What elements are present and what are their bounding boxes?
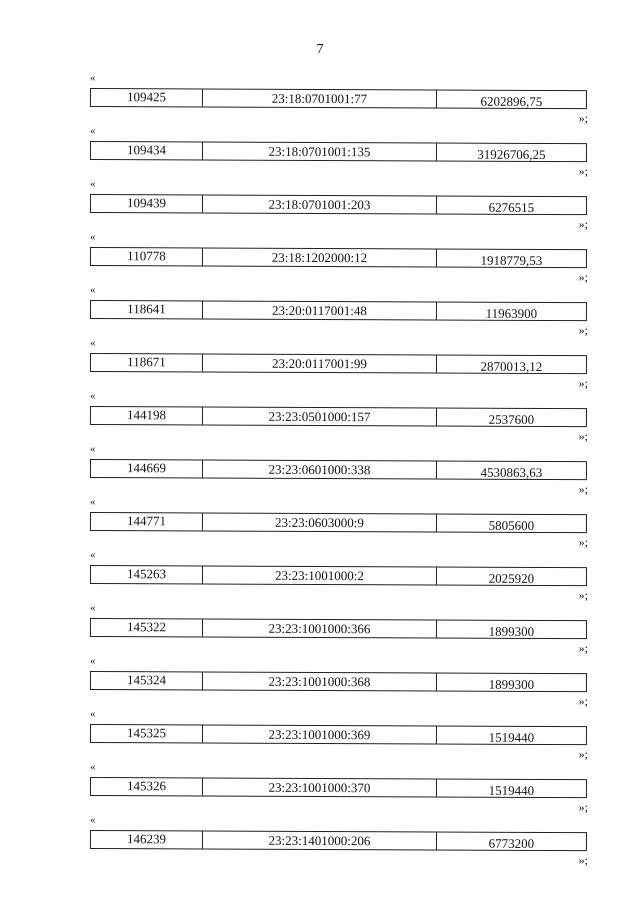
cell-id: 145263 xyxy=(91,566,203,583)
table-row xyxy=(90,671,587,692)
opening-quote: « xyxy=(90,496,96,508)
cell-value: 1519440 xyxy=(488,729,535,745)
cell-value: 1899300 xyxy=(488,676,535,692)
cell-id: 109425 xyxy=(91,89,203,106)
cell-id: 145322 xyxy=(91,619,203,636)
cell-value: 2537600 xyxy=(488,411,535,427)
cell-cadastral-number: 23:18:1202000:12 xyxy=(203,248,437,266)
opening-quote: « xyxy=(90,761,96,773)
cell-id: 145326 xyxy=(91,778,203,795)
list-item xyxy=(0,125,640,178)
table-row xyxy=(90,353,587,374)
list-item xyxy=(0,178,640,231)
opening-quote: « xyxy=(90,72,96,84)
cell-cadastral-number: 23:20:0117001:99 xyxy=(203,354,437,372)
opening-quote: « xyxy=(90,443,96,455)
closing-quote: »; xyxy=(578,164,588,178)
table-row xyxy=(90,777,587,798)
closing-quote: »; xyxy=(578,217,588,231)
table-row xyxy=(90,459,587,480)
list-item xyxy=(0,761,640,814)
closing-quote: »; xyxy=(578,482,588,496)
table-row xyxy=(90,565,587,586)
cell-cadastral-number: 23:23:1001000:368 xyxy=(203,672,437,690)
cell-id: 145324 xyxy=(91,672,203,689)
closing-quote: »; xyxy=(578,641,588,655)
cell-id: 144198 xyxy=(91,407,203,424)
cell-id: 145325 xyxy=(91,725,203,742)
cell-cadastral-number: 23:23:1001000:366 xyxy=(203,619,437,637)
list-item xyxy=(0,337,640,390)
cell-cadastral-number: 23:23:0501000:157 xyxy=(203,407,437,425)
opening-quote: « xyxy=(90,655,96,667)
cell-id: 109434 xyxy=(91,142,203,159)
cell-cadastral-number: 23:18:0701001:203 xyxy=(203,195,437,213)
closing-quote: »; xyxy=(578,747,588,761)
cell-value: 6276515 xyxy=(488,199,535,215)
table-row xyxy=(90,194,587,215)
closing-quote: »; xyxy=(578,588,588,602)
opening-quote: « xyxy=(90,708,96,720)
closing-quote: »; xyxy=(578,853,588,867)
table-row xyxy=(90,724,587,745)
list-item xyxy=(0,496,640,549)
list-item xyxy=(0,549,640,602)
list-item xyxy=(0,390,640,443)
cell-id: 118671 xyxy=(91,354,203,371)
cell-id: 118641 xyxy=(91,301,203,318)
list-item xyxy=(0,814,640,867)
cell-value: 11963900 xyxy=(485,305,538,321)
cell-id: 110778 xyxy=(91,248,203,265)
cell-id: 146239 xyxy=(91,831,203,848)
closing-quote: »; xyxy=(578,270,588,284)
cell-value: 6202896,75 xyxy=(480,93,543,109)
cell-cadastral-number: 23:23:1001000:369 xyxy=(203,725,437,743)
list-item xyxy=(0,231,640,284)
cell-value: 1918779,53 xyxy=(480,252,543,268)
closing-quote: »; xyxy=(578,429,588,443)
cell-cadastral-number: 23:23:0601000:338 xyxy=(203,460,437,478)
cell-value: 5805600 xyxy=(488,517,535,533)
closing-quote: »; xyxy=(578,111,588,125)
cell-id: 144771 xyxy=(91,513,203,530)
opening-quote: « xyxy=(90,284,96,296)
cell-value: 6773200 xyxy=(488,835,535,851)
cell-cadastral-number: 23:23:1401000:206 xyxy=(203,831,437,849)
cell-cadastral-number: 23:18:0701001:77 xyxy=(203,89,437,107)
cell-id: 144669 xyxy=(91,460,203,477)
opening-quote: « xyxy=(90,231,96,243)
table-row xyxy=(90,247,587,268)
table-row xyxy=(90,512,587,533)
list-item xyxy=(0,72,640,125)
cell-cadastral-number: 23:18:0701001:135 xyxy=(203,142,437,160)
list-item xyxy=(0,708,640,761)
list-item xyxy=(0,284,640,337)
cell-value: 4530863,63 xyxy=(480,464,543,480)
cell-cadastral-number: 23:23:1001000:370 xyxy=(203,778,437,796)
table-row xyxy=(90,88,587,109)
opening-quote: « xyxy=(90,602,96,614)
opening-quote: « xyxy=(90,814,96,826)
list-item xyxy=(0,602,640,655)
cell-value: 2870013,12 xyxy=(480,358,543,374)
cell-cadastral-number: 23:23:0603000:9 xyxy=(203,513,437,531)
page-number: 7 xyxy=(316,42,324,57)
table-row xyxy=(90,141,587,162)
cell-value: 31926706,25 xyxy=(477,146,546,162)
opening-quote: « xyxy=(90,337,96,349)
list-item xyxy=(0,655,640,708)
opening-quote: « xyxy=(90,390,96,402)
amendment-list xyxy=(0,72,640,867)
closing-quote: »; xyxy=(578,800,588,814)
table-row xyxy=(90,406,587,427)
opening-quote: « xyxy=(90,549,96,561)
opening-quote: « xyxy=(90,125,96,137)
table-row xyxy=(90,300,587,321)
table-row xyxy=(90,830,587,851)
cell-cadastral-number: 23:20:0117001:48 xyxy=(203,301,437,319)
closing-quote: »; xyxy=(578,694,588,708)
list-item xyxy=(0,443,640,496)
table-row xyxy=(90,618,587,639)
cell-id: 109439 xyxy=(91,195,203,212)
closing-quote: »; xyxy=(578,323,588,337)
closing-quote: »; xyxy=(578,535,588,549)
closing-quote: »; xyxy=(578,376,588,390)
cell-value: 1899300 xyxy=(488,623,535,639)
cell-value: 2025920 xyxy=(488,570,535,586)
cell-cadastral-number: 23:23:1001000:2 xyxy=(203,566,437,584)
cell-value: 1519440 xyxy=(488,782,535,798)
opening-quote: « xyxy=(90,178,96,190)
